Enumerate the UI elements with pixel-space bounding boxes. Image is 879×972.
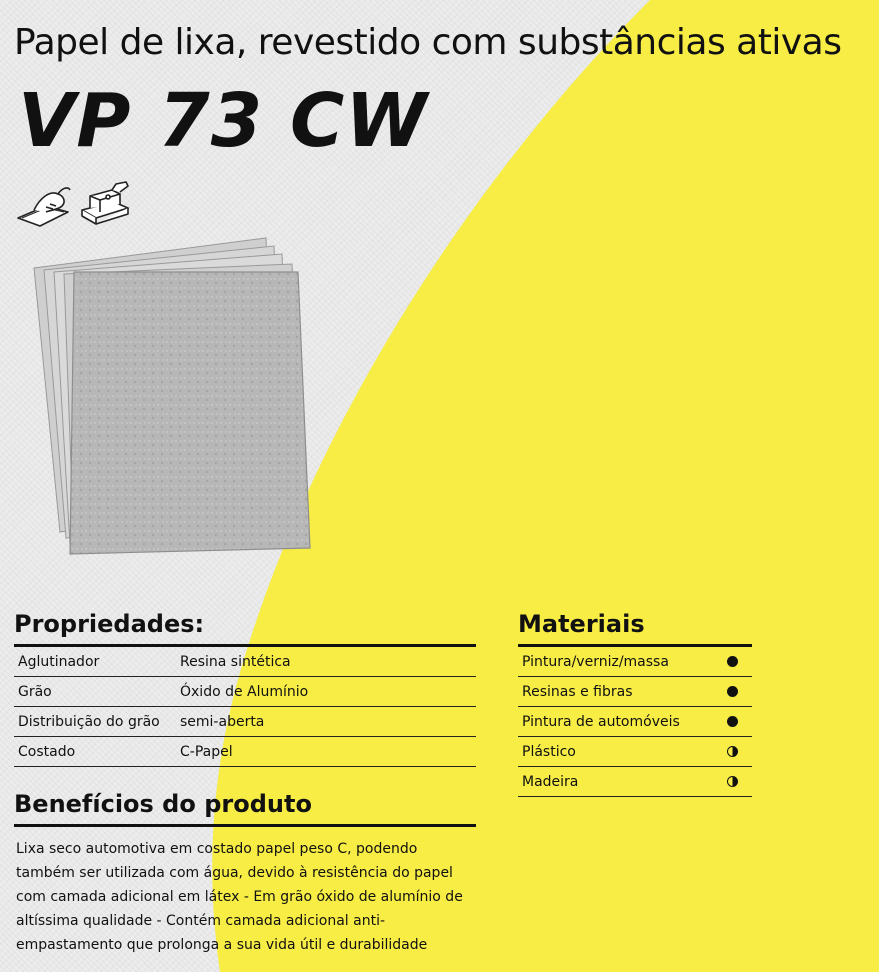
table-row (14, 707, 476, 737)
table-row (518, 767, 752, 797)
property-name: Grão (14, 677, 176, 707)
table-row (14, 647, 476, 677)
table-row (14, 677, 476, 707)
benefits-text: Lixa seco automotiva em costado papel peso C, podendo também ser utilizada com água, devido à resistência do papel com camada adicional em látex - Em grão óxido de alumínio de altíssima qualidade - Contém camada adicional anti-empastamento que prolonga a sua vida útil e durabilidade (16, 841, 463, 953)
properties-table (14, 647, 476, 767)
property-name: Aglutinador (14, 647, 176, 677)
full-circle-icon (727, 656, 738, 667)
full-circle-icon (727, 686, 738, 697)
benefits-section (14, 790, 476, 957)
properties-heading: Propriedades: (14, 610, 476, 647)
property-value: semi-aberta (176, 707, 476, 737)
properties-section (14, 610, 476, 767)
table-row (518, 707, 752, 737)
table-row (518, 647, 752, 677)
materials-table (518, 647, 752, 797)
table-row (518, 677, 752, 707)
half-circle-icon (727, 776, 738, 787)
property-name: Distribuição do grão (14, 707, 176, 737)
material-name: Resinas e fibras (518, 677, 712, 707)
property-value: C-Papel (176, 737, 476, 767)
materials-section (518, 610, 752, 797)
orbital-sander-icon (82, 182, 128, 224)
property-value: Óxido de Alumínio (176, 677, 476, 707)
product-subtitle: Papel de lixa, revestido com substâncias ativas (14, 22, 842, 63)
usage-icons (16, 180, 136, 236)
sandpaper-sheets-image (30, 232, 320, 562)
benefits-heading: Benefícios do produto (14, 790, 476, 827)
material-name: Plástico (518, 737, 712, 767)
product-model: VP 73 CW (18, 78, 428, 164)
materials-heading: Materiais (518, 610, 752, 647)
hand-sanding-icon (18, 188, 70, 226)
full-circle-icon (727, 716, 738, 727)
table-row (14, 737, 476, 767)
material-name: Madeira (518, 767, 712, 797)
half-circle-icon (727, 746, 738, 757)
table-row (518, 737, 752, 767)
property-value: Resina sintética (176, 647, 476, 677)
property-name: Costado (14, 737, 176, 767)
material-name: Pintura de automóveis (518, 707, 712, 737)
material-name: Pintura/verniz/massa (518, 647, 712, 677)
